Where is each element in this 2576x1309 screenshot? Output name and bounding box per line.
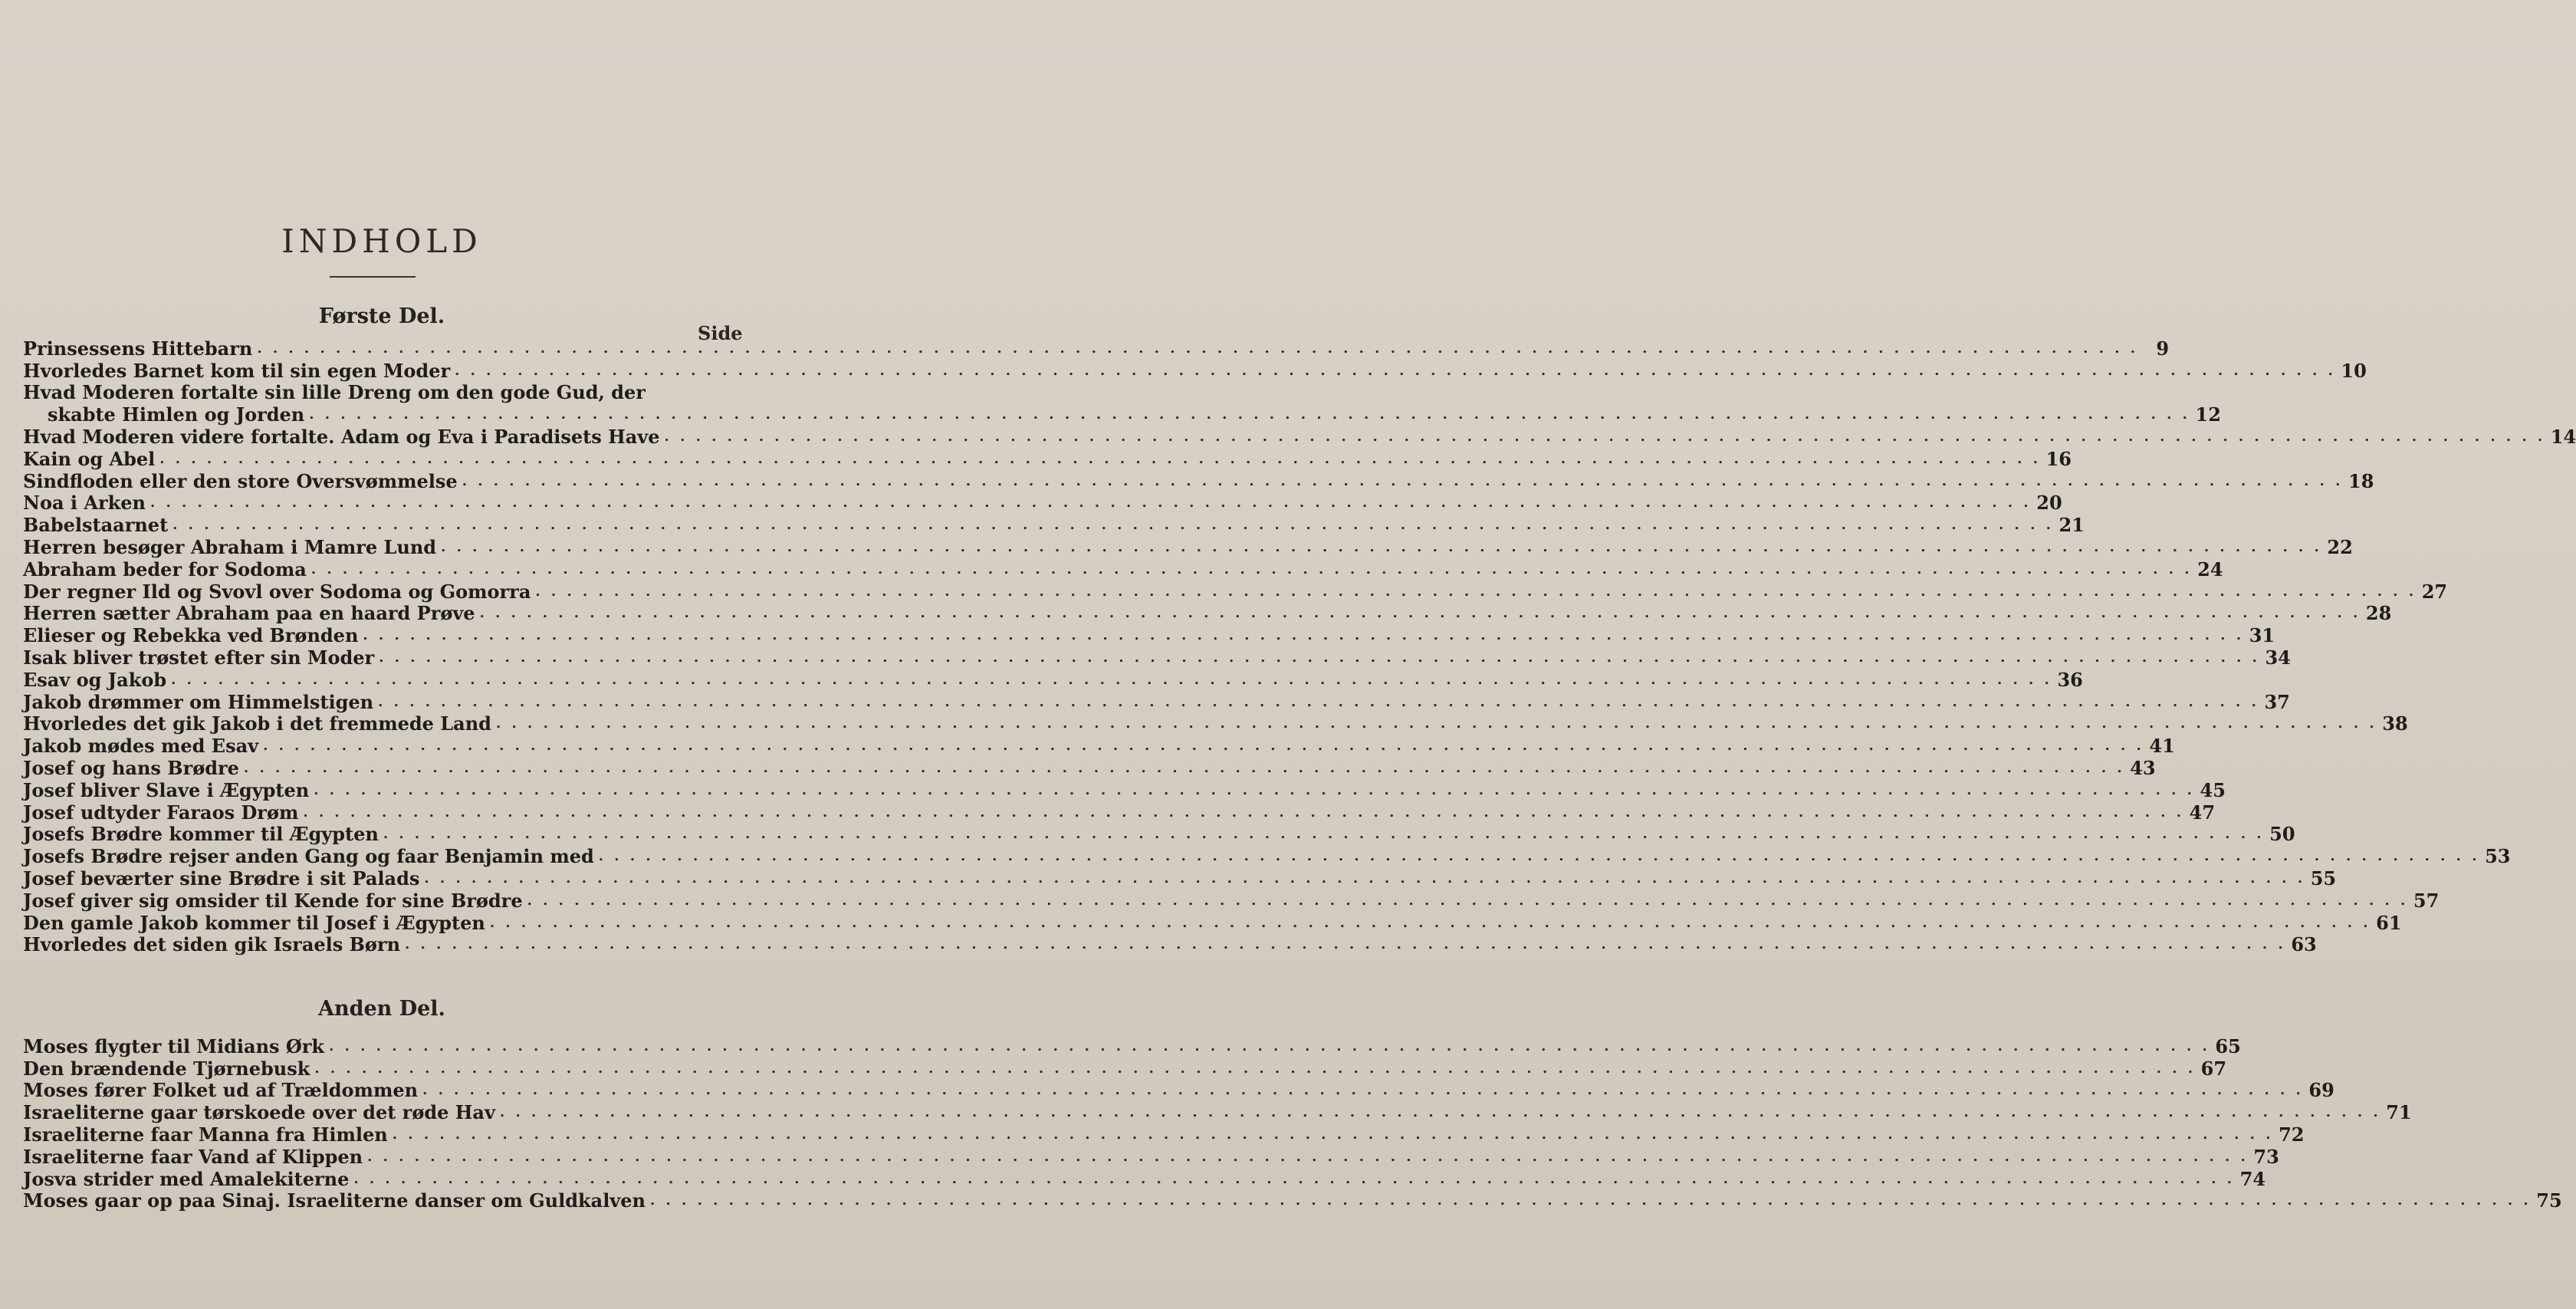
leader-dots: . . . . . . . . . . . . . . . . . . . . . . . . . . . . . . . . . . . . . . . . . . . . . . . . . . . . . . . . . . . . . . . . . . . . . . . . . . . . . . . . . . . . . . . . . . . . . . . . . . . . . . . . . . . . . . . . . . . . . . . . xyxy=(257,340,2139,357)
toc-entry-title: Noa i Arken xyxy=(23,492,146,515)
toc-entry-page: 53 xyxy=(2485,845,2511,868)
toc-entry-title: Prinsessens Hittebarn xyxy=(23,337,253,360)
leader-dots: . . . . . . . . . . . . . . . . . . . . . . . . . . . . . . . . . . . . . . . . . . . . . . . . . . . . . . . . . . . . . . . . . . . . . . . . . . . . . . . . . . . . . . . . . . . . . . . . . . . . . . . . . . . . . . . . . . . . . . . . xyxy=(462,472,2344,489)
page-column-label: Side xyxy=(698,322,743,344)
toc-entry-page: 63 xyxy=(2291,933,2317,956)
toc-entry-title: Den gamle Jakob kommer til Josef i Ægypten xyxy=(23,911,485,934)
leader-dots: . . . . . . . . . . . . . . . . . . . . . . . . . . . . . . . . . . . . . . . . . . . . . . . . . . . . . . . . . . . . . . . . . . . . . . . . . . . . . . . . . . . . . . . . . . . . . . . . . . . . . . . . . . . . . . . . . . . . . . . . xyxy=(392,1126,2274,1143)
toc-entry-page: 24 xyxy=(2197,557,2223,580)
toc-entry xyxy=(23,557,2223,580)
toc-entry xyxy=(23,668,2083,691)
toc-entry-title: Hvorledes det siden gik Israels Børn xyxy=(23,933,401,956)
toc-entry-title: Josef giver sig omsider til Kende for sine Brødre xyxy=(23,889,523,912)
toc-entry-title: Der regner Ild og Svovl over Sodoma og Gomorra xyxy=(23,580,531,603)
toc-entry-title: Moses gaar op paa Sinaj. Israeliterne danser om Guldkalven xyxy=(23,1189,646,1212)
toc-entry-page: 21 xyxy=(2058,514,2085,537)
toc-entry xyxy=(23,712,2408,735)
leader-dots: . . . . . . . . . . . . . . . . . . . . . . . . . . . . . . . . . . . . . . . . . . . . . . . . . . . . . . . . . . . . . . . . . . . . . . . . . . . . . . . . . . . . . . . . . . . . . . . . . . . . . . . . . . . . . . . . . . . . . . . . xyxy=(535,583,2417,600)
page-title: INDHOLD xyxy=(281,222,482,260)
toc-entry xyxy=(23,646,2291,669)
toc-entry-page: 45 xyxy=(2200,778,2226,801)
leader-dots: . . . . . . . . . . . . . . . . . . . . . . . . . . . . . . . . . . . . . . . . . . . . . . . . . . . . . . . . . . . . . . . . . . . . . . . . . . . . . . . . . . . . . . . . . . . . . . . . . . . . . . . . . . . . . . . . . . . . . . . . xyxy=(495,715,2377,732)
toc-entry-title: Hvorledes Barnet kom til sin egen Moder xyxy=(23,359,451,382)
leader-dots: . . . . . . . . . . . . . . . . . . . . . . . . . . . . . . . . . . . . . . . . . . . . . . . . . . . . . . . . . . . . . . . . . . . . . . . . . . . . . . . . . . . . . . . . . . . . . . . . . . . . . . . . . . . . . . . . . . . . . . . . xyxy=(150,495,2032,511)
toc-entry-page: 28 xyxy=(2365,602,2392,625)
toc-entry-page: 36 xyxy=(2057,668,2083,691)
toc-entry xyxy=(23,823,2295,846)
toc-entry-page: 65 xyxy=(2215,1034,2241,1057)
part1-heading: Første Del. xyxy=(318,304,445,328)
leader-dots: . . . . . . . . . . . . . . . . . . . . . . . . . . . . . . . . . . . . . . . . . . . . . . . . . . . . . . . . . . . . . . . . . . . . . . . . . . . . . . . . . . . . . . . . . . . . . . . . . . . . . . . . . . . . . . . . . . . . . . . . xyxy=(499,1104,2381,1121)
toc-entry xyxy=(23,359,2367,382)
toc-entry-title: Sindfloden eller den store Oversvømmelse xyxy=(23,469,458,492)
leader-dots: . . . . . . . . . . . . . . . . . . . . . . . . . . . . . . . . . . . . . . . . . . . . . . . . . . . . . . . . . . . . . . . . . . . . . . . . . . . . . . . . . . . . . . . . . . . . . . . . . . . . . . . . . . . . . . . . . . . . . . . . xyxy=(422,1082,2304,1099)
leader-dots: . . . . . . . . . . . . . . . . . . . . . . . . . . . . . . . . . . . . . . . . . . . . . . . . . . . . . . . . . . . . . . . . . . . . . . . . . . . . . . . . . . . . . . . . . . . . . . . . . . . . . . . . . . . . . . . . . . . . . . . . xyxy=(303,804,2185,821)
leader-dots: . . . . . . . . . . . . . . . . . . . . . . . . . . . . . . . . . . . . . . . . . . . . . . . . . . . . . . . . . . . . . . . . . . . . . . . . . . . . . . . . . . . . . . . . . . . . . . . . . . . . . . . . . . . . . . . . . . . . . . . . xyxy=(309,406,2190,423)
toc-entry xyxy=(23,1189,2562,1212)
leader-dots: . . . . . . . . . . . . . . . . . . . . . . . . . . . . . . . . . . . . . . . . . . . . . . . . . . . . . . . . . . . . . . . . . . . . . . . . . . . . . . . . . . . . . . . . . . . . . . . . . . . . . . . . . . . . . . . . . . . . . . . . xyxy=(405,936,2286,953)
toc-entry-title: Josef og hans Brødre xyxy=(23,756,239,779)
leader-dots: . . . . . . . . . . . . . . . . . . . . . . . . . . . . . . . . . . . . . . . . . . . . . . . . . . . . . . . . . . . . . . . . . . . . . . . . . . . . . . . . . . . . . . . . . . . . . . . . . . . . . . . . . . . . . . . . . . . . . . . . xyxy=(489,914,2371,931)
part2-toc xyxy=(23,1034,2562,1212)
toc-entry xyxy=(23,933,2317,956)
toc-entry xyxy=(23,889,2440,912)
toc-entry xyxy=(23,735,2175,758)
title-divider xyxy=(330,276,416,278)
leader-dots: . . . . . . . . . . . . . . . . . . . . . . . . . . . . . . . . . . . . . . . . . . . . . . . . . . . . . . . . . . . . . . . . . . . . . . . . . . . . . . . . . . . . . . . . . . . . . . . . . . . . . . . . . . . . . . . . . . . . . . . . xyxy=(353,1170,2236,1187)
leader-dots: . . . . . . . . . . . . . . . . . . . . . . . . . . . . . . . . . . . . . . . . . . . . . . . . . . . . . . . . . . . . . . . . . . . . . . . . . . . . . . . . . . . . . . . . . . . . . . . . . . . . . . . . . . . . . . . . . . . . . . . . xyxy=(367,1148,2249,1165)
toc-entry-page: 12 xyxy=(2195,403,2221,426)
toc-entry-page: 75 xyxy=(2536,1189,2562,1212)
toc-entry-title: Josva strider med Amalekiterne xyxy=(23,1167,350,1190)
toc-entry-title: Herren besøger Abraham i Mamre Lund xyxy=(23,535,437,558)
leader-dots: . . . . . . . . . . . . . . . . . . . . . . . . . . . . . . . . . . . . . . . . . . . . . . . . . . . . . . . . . . . . . . . . . . . . . . . . . . . . . . . . . . . . . . . . . . . . . . . . . . . . . . . . . . . . . . . . . . . . . . . . xyxy=(363,627,2245,644)
toc-entry-page: 55 xyxy=(2310,867,2337,890)
toc-entry xyxy=(23,845,2511,868)
toc-entry-page: 61 xyxy=(2376,911,2402,934)
toc-entry xyxy=(23,1079,2334,1102)
toc-entry-title: Jakob mødes med Esav xyxy=(23,735,259,758)
leader-dots: . . . . . . . . . . . . . . . . . . . . . . . . . . . . . . . . . . . . . . . . . . . . . . . . . . . . . . . . . . . . . . . . . . . . . . . . . . . . . . . . . . . . . . . . . . . . . . . . . . . . . . . . . . . . . . . . . . . . . . . . xyxy=(598,848,2480,865)
leader-dots: . . . . . . . . . . . . . . . . . . . . . . . . . . . . . . . . . . . . . . . . . . . . . . . . . . . . . . . . . . . . . . . . . . . . . . . . . . . . . . . . . . . . . . . . . . . . . . . . . . . . . . . . . . . . . . . . . . . . . . . . xyxy=(527,892,2409,909)
toc-entry-title: Jakob drømmer om Himmelstigen xyxy=(23,690,374,713)
toc-entry-page: 74 xyxy=(2239,1167,2266,1190)
toc-entry xyxy=(23,425,2576,448)
toc-entry-page: 57 xyxy=(2413,889,2440,912)
toc-entry-page: 37 xyxy=(2264,690,2290,713)
toc-entry xyxy=(23,1057,2227,1080)
leader-dots: . . . . . . . . . . . . . . . . . . . . . . . . . . . . . . . . . . . . . . . . . . . . . . . . . . . . . . . . . . . . . . . . . . . . . . . . . . . . . . . . . . . . . . . . . . . . . . . . . . . . . . . . . . . . . . . . . . . . . . . . xyxy=(159,450,2041,467)
toc-entry xyxy=(23,447,2072,470)
toc-entry-page: 9 xyxy=(2156,337,2170,360)
toc-entry-page: 18 xyxy=(2348,469,2374,492)
leader-dots: . . . . . . . . . . . . . . . . . . . . . . . . . . . . . . . . . . . . . . . . . . . . . . . . . . . . . . . . . . . . . . . . . . . . . . . . . . . . . . . . . . . . . . . . . . . . . . . . . . . . . . . . . . . . . . . . . . . . . . . . xyxy=(379,649,2260,666)
toc-entry xyxy=(23,492,2062,515)
toc-entry xyxy=(23,690,2290,713)
toc-entry-page: 47 xyxy=(2189,801,2216,824)
toc-entry-title: Isak bliver trøstet efter sin Moder xyxy=(23,646,375,669)
toc-entry-page: 38 xyxy=(2382,712,2408,735)
toc-entry-page: 73 xyxy=(2253,1145,2279,1168)
toc-entry-title: Israeliterne faar Vand af Klippen xyxy=(23,1145,363,1168)
part1-toc xyxy=(23,337,2576,956)
leader-dots: . . . . . . . . . . . . . . . . . . . . . . . . . . . . . . . . . . . . . . . . . . . . . . . . . . . . . . . . . . . . . . . . . . . . . . . . . . . . . . . . . . . . . . . . . . . . . . . . . . . . . . . . . . . . . . . . . . . . . . . . xyxy=(424,870,2306,886)
toc-entry xyxy=(23,801,2216,824)
toc-entry xyxy=(23,1167,2266,1190)
toc-entry-title: Babelstaarnet xyxy=(23,514,169,537)
toc-entry-title: Josefs Brødre kommer til Ægypten xyxy=(23,823,379,846)
leader-dots: . . . . . . . . . . . . . . . . . . . . . . . . . . . . . . . . . . . . . . . . . . . . . . . . . . . . . . . . . . . . . . . . . . . . . . . . . . . . . . . . . . . . . . . . . . . . . . . . . . . . . . . . . . . . . . . . . . . . . . . . xyxy=(263,738,2144,755)
leader-dots: . . . . . . . . . . . . . . . . . . . . . . . . . . . . . . . . . . . . . . . . . . . . . . . . . . . . . . . . . . . . . . . . . . . . . . . . . . . . . . . . . . . . . . . . . . . . . . . . . . . . . . . . . . . . . . . . . . . . . . . . xyxy=(383,826,2265,843)
toc-entry-title: Esav og Jakob xyxy=(23,668,167,691)
toc-entry-title: Den brændende Tjørnebusk xyxy=(23,1057,310,1080)
toc-entry xyxy=(23,403,2221,426)
toc-entry-title: Abraham beder for Sodoma xyxy=(23,557,307,580)
leader-dots: . . . . . . . . . . . . . . . . . . . . . . . . . . . . . . . . . . . . . . . . . . . . . . . . . . . . . . . . . . . . . . . . . . . . . . . . . . . . . . . . . . . . . . . . . . . . . . . . . . . . . . . . . . . . . . . . . . . . . . . . xyxy=(479,605,2361,622)
toc-entry xyxy=(23,580,2448,603)
toc-entry xyxy=(23,514,2085,537)
toc-entry-page: 69 xyxy=(2308,1079,2334,1102)
toc-entry-title: Kain og Abel xyxy=(23,447,156,470)
toc-entry-title: Israeliterne gaar tørskoede over det røde Hav xyxy=(23,1101,495,1124)
toc-entry-page: 22 xyxy=(2327,535,2353,558)
toc-entry xyxy=(23,1034,2241,1057)
toc-entry xyxy=(23,1145,2279,1168)
toc-entry-page: 16 xyxy=(2045,447,2072,470)
leader-dots: . . . . . . . . . . . . . . . . . . . . . . . . . . . . . . . . . . . . . . . . . . . . . . . . . . . . . . . . . . . . . . . . . . . . . . . . . . . . . . . . . . . . . . . . . . . . . . . . . . . . . . . . . . . . . . . . . . . . . . . . xyxy=(664,428,2546,445)
toc-entry xyxy=(23,624,2275,647)
toc-entry-page: 41 xyxy=(2149,735,2175,758)
toc-entry-title: Hvorledes det gik Jakob i det fremmede Land xyxy=(23,712,491,735)
leader-dots: . . . . . . . . . . . . . . . . . . . . . . . . . . . . . . . . . . . . . . . . . . . . . . . . . . . . . . . . . . . . . . . . . . . . . . . . . . . . . . . . . . . . . . . . . . . . . . . . . . . . . . . . . . . . . . . . . . . . . . . . xyxy=(172,517,2054,534)
leader-dots: . . . . . . . . . . . . . . . . . . . . . . . . . . . . . . . . . . . . . . . . . . . . . . . . . . . . . . . . . . . . . . . . . . . . . . . . . . . . . . . . . . . . . . . . . . . . . . . . . . . . . . . . . . . . . . . . . . . . . . . . xyxy=(649,1192,2532,1209)
toc-entry-title: Moses flygter til Midians Ørk xyxy=(23,1034,325,1057)
toc-entry xyxy=(23,469,2374,492)
toc-entry xyxy=(23,778,2226,801)
leader-dots: . . . . . . . . . . . . . . . . . . . . . . . . . . . . . . . . . . . . . . . . . . . . . . . . . . . . . . . . . . . . . . . . . . . . . . . . . . . . . . . . . . . . . . . . . . . . . . . . . . . . . . . . . . . . . . . . . . . . . . . . xyxy=(243,759,2125,776)
part2-heading: Anden Del. xyxy=(318,997,445,1021)
toc-entry-title: Elieser og Rebekka ved Brønden xyxy=(23,624,359,647)
toc-entry-page: 50 xyxy=(2269,823,2295,846)
toc-entry-title: Josef bliver Slave i Ægypten xyxy=(23,778,310,801)
toc-entry-title: Hvad Moderen videre fortalte. Adam og Eva i Paradisets Have xyxy=(23,425,660,448)
leader-dots: . . . . . . . . . . . . . . . . . . . . . . . . . . . . . . . . . . . . . . . . . . . . . . . . . . . . . . . . . . . . . . . . . . . . . . . . . . . . . . . . . . . . . . . . . . . . . . . . . . . . . . . . . . . . . . . . . . . . . . . . xyxy=(171,671,2052,688)
toc-entry xyxy=(23,756,2156,779)
toc-entry-title: Josef beværter sine Brødre i sit Palads xyxy=(23,867,420,890)
toc-entry xyxy=(23,911,2402,934)
leader-dots: . . . . . . . . . . . . . . . . . . . . . . . . . . . . . . . . . . . . . . . . . . . . . . . . . . . . . . . . . . . . . . . . . . . . . . . . . . . . . . . . . . . . . . . . . . . . . . . . . . . . . . . . . . . . . . . . . . . . . . . . xyxy=(314,1060,2196,1077)
toc-entry-page: 31 xyxy=(2249,624,2275,647)
toc-entry-title: Israeliterne faar Manna fra Himlen xyxy=(23,1123,388,1146)
toc-entry-page: 10 xyxy=(2341,359,2367,382)
toc-entry xyxy=(23,867,2337,890)
toc-entry xyxy=(23,1123,2305,1146)
leader-dots: . . . . . . . . . . . . . . . . . . . . . . . . . . . . . . . . . . . . . . . . . . . . . . . . . . . . . . . . . . . . . . . . . . . . . . . . . . . . . . . . . . . . . . . . . . . . . . . . . . . . . . . . . . . . . . . . . . . . . . . . xyxy=(329,1038,2210,1054)
toc-entry-page: 71 xyxy=(2386,1101,2412,1124)
toc-entry xyxy=(23,1101,2412,1124)
toc-entry-page: 14 xyxy=(2550,425,2576,448)
toc-entry-page: 67 xyxy=(2200,1057,2227,1080)
leader-dots: . . . . . . . . . . . . . . . . . . . . . . . . . . . . . . . . . . . . . . . . . . . . . . . . . . . . . . . . . . . . . . . . . . . . . . . . . . . . . . . . . . . . . . . . . . . . . . . . . . . . . . . . . . . . . . . . . . . . . . . . xyxy=(455,362,2336,379)
toc-entry-title: Hvad Moderen fortalte sin lille Dreng om den gode Gud, der xyxy=(23,380,646,403)
toc-entry xyxy=(23,535,2353,558)
toc-entry-title: Josefs Brødre rejser anden Gang og faar Benjamin med xyxy=(23,845,594,868)
toc-entry-page: 34 xyxy=(2265,646,2291,669)
toc-entry-page: 27 xyxy=(2421,580,2448,603)
toc-entry-title: skabte Himlen og Jorden xyxy=(48,403,305,426)
toc-entry xyxy=(23,337,2170,360)
leader-dots: . . . . . . . . . . . . . . . . . . . . . . . . . . . . . . . . . . . . . . . . . . . . . . . . . . . . . . . . . . . . . . . . . . . . . . . . . . . . . . . . . . . . . . . . . . . . . . . . . . . . . . . . . . . . . . . . . . . . . . . . xyxy=(441,538,2322,555)
toc-entry-page: 72 xyxy=(2279,1123,2305,1146)
leader-dots: . . . . . . . . . . . . . . . . . . . . . . . . . . . . . . . . . . . . . . . . . . . . . . . . . . . . . . . . . . . . . . . . . . . . . . . . . . . . . . . . . . . . . . . . . . . . . . . . . . . . . . . . . . . . . . . . . . . . . . . . xyxy=(378,693,2259,710)
toc-entry-page: 43 xyxy=(2130,756,2156,779)
leader-dots: . . . . . . . . . . . . . . . . . . . . . . . . . . . . . . . . . . . . . . . . . . . . . . . . . . . . . . . . . . . . . . . . . . . . . . . . . . . . . . . . . . . . . . . . . . . . . . . . . . . . . . . . . . . . . . . . . . . . . . . . xyxy=(310,561,2193,577)
leader-dots: . . . . . . . . . . . . . . . . . . . . . . . . . . . . . . . . . . . . . . . . . . . . . . . . . . . . . . . . . . . . . . . . . . . . . . . . . . . . . . . . . . . . . . . . . . . . . . . . . . . . . . . . . . . . . . . . . . . . . . . . xyxy=(314,781,2195,798)
toc-entry-page: 20 xyxy=(2036,492,2062,515)
toc-entry xyxy=(23,602,2392,625)
toc-entry-title: Herren sætter Abraham paa en haard Prøve xyxy=(23,602,475,625)
toc-entry-title: Josef udtyder Faraos Drøm xyxy=(23,801,299,824)
toc-entry-title: Moses fører Folket ud af Trældommen xyxy=(23,1079,419,1102)
